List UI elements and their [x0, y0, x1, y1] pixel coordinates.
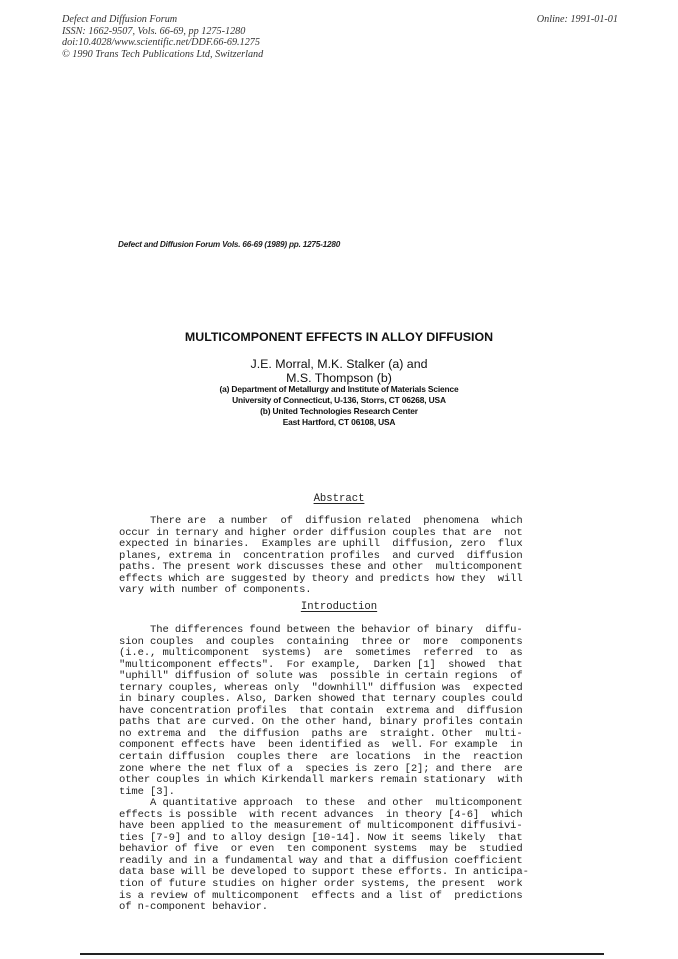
text-line: expected in binaries. Examples are uphill diffusion, zero flux	[119, 538, 523, 551]
text-line: sion couples and couples containing three or more components	[119, 635, 523, 648]
text-line: paths. The present work discusses these and other multicomponent	[119, 561, 523, 574]
text-line: A quantitative approach to these and other multicomponent	[119, 797, 523, 810]
text-line: have concentration profiles that contain extrema and diffusion	[119, 704, 523, 717]
volume-citation: Defect and Diffusion Forum Vols. 66-69 (1989) pp. 1275-1280	[118, 240, 341, 249]
text-line: other couples in which Kirkendall markers remain stationary with	[119, 774, 523, 787]
affiliation-line: (a) Department of Metallurgy and Institute of Materials Science	[219, 384, 459, 394]
author-list	[0, 357, 678, 385]
text-line: "multicomponent effects". For example, Darken [1] showed that	[119, 658, 523, 671]
text-line: in binary couples. Also, Darken showed that ternary couples could	[119, 693, 523, 706]
text-line: have been applied to the measurement of multicomponent diffusivi-	[119, 820, 523, 833]
text-line: vary with number of components.	[119, 584, 312, 597]
text-line: tion of future studies on higher order systems, the present work	[119, 878, 523, 891]
affiliations	[0, 384, 678, 428]
journal-name: Defect and Diffusion Forum	[62, 14, 178, 25]
introduction-heading: Introduction	[300, 601, 378, 613]
text-line: readily and in a fundamental way and that a diffusion coefficient	[119, 854, 523, 867]
text-line: component effects have been identified as well. For example in	[119, 739, 523, 752]
affiliation-line: (b) United Technologies Research Center	[260, 406, 418, 416]
issn-line: ISSN: 1662-9507, Vols. 66-69, pp 1275-1280	[62, 25, 246, 37]
text-line: occur in ternary and higher order diffusion couples that are not	[119, 526, 523, 539]
text-line: effects is possible with recent advances in theory [4-6] which	[119, 808, 523, 821]
copyright-line: © 1990 Trans Tech Publications Ltd, Switzerland	[62, 48, 264, 60]
text-line: ternary couples, whereas only "downhill" diffusion was expected	[119, 681, 523, 694]
text-line: time [3].	[119, 785, 175, 798]
text-line: There are a number of diffusion related phenomena which	[119, 515, 523, 527]
author-line-2: M.S. Thompson (b)	[286, 371, 392, 385]
text-line: no extrema and the diffusion paths are straight. Other multi-	[119, 727, 523, 740]
abstract-heading: Abstract	[313, 493, 365, 505]
affiliation-line: University of Connecticut, U-136, Storrs, CT 06268, USA	[232, 395, 446, 405]
bottom-rule-divider	[80, 953, 604, 955]
text-line: planes, extrema in concentration profiles and curved diffusion	[119, 549, 523, 562]
text-line: certain diffusion couples there are locations in the reaction	[119, 751, 523, 764]
affiliation-line: East Hartford, CT 06108, USA	[282, 417, 396, 427]
text-line: of n-component behavior.	[119, 901, 269, 914]
doi-line: doi:10.4028/www.scientific.net/DDF.66-69.1275	[62, 37, 260, 49]
text-line: data base will be developed to support these efforts. In anticipa-	[119, 866, 529, 879]
author-line-1: J.E. Morral, M.K. Stalker (a) and	[250, 357, 428, 371]
text-line: is a review of multicomponent effects and a list of predictions	[119, 889, 523, 902]
introduction-body	[119, 625, 529, 914]
abstract-body	[119, 516, 523, 597]
text-line: behavior of five or even ten component systems may be studied	[119, 843, 523, 856]
text-line: "uphill" diffusion of solute was possible in certain regions of	[119, 670, 523, 683]
text-line: (i.e., multicomponent systems) are sometimes referred to as	[119, 647, 523, 660]
online-date: Online: 1991-01-01	[536, 14, 618, 25]
text-line: ties [7-9] and to alloy design [10-14]. Now it seems likely that	[119, 831, 523, 844]
text-line: paths that are curved. On the other hand, binary profiles contain	[119, 716, 523, 729]
text-line: zone where the net flux of a species is zero [2]; and there are	[119, 762, 523, 775]
text-line: effects which are suggested by theory and predicts how they will	[119, 572, 523, 585]
text-line: The differences found between the behavior of binary diffu-	[119, 624, 523, 636]
journal-header	[62, 14, 263, 60]
paper-title: MULTICOMPONENT EFFECTS IN ALLOY DIFFUSION	[184, 330, 494, 344]
